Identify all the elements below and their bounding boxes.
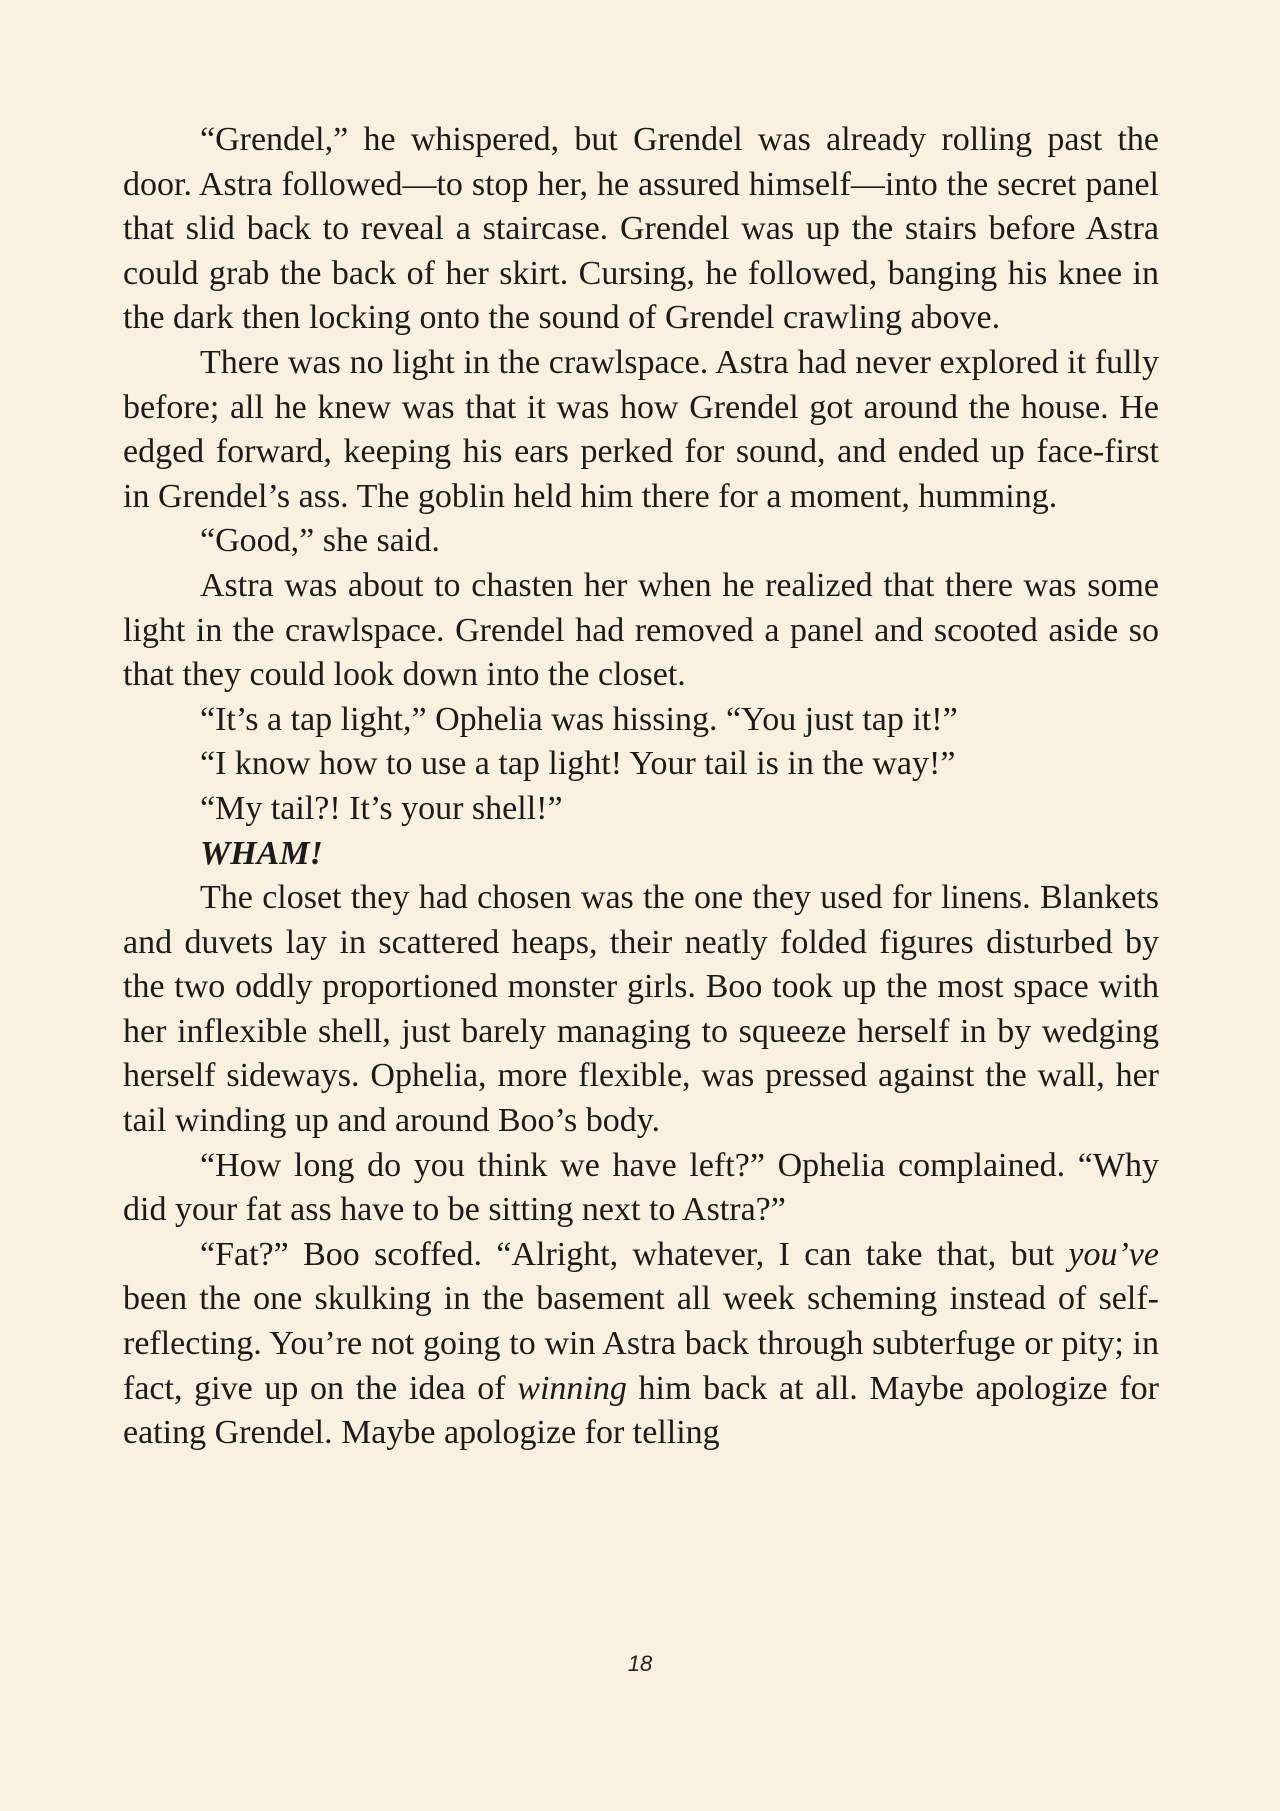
text-run: him back at all. Maybe apologize for eating Grendel. Maybe apologize for telling xyxy=(123,1369,1159,1452)
paragraph: “It’s a tap light,” Ophelia was hissing. “You just tap it!” xyxy=(200,700,958,738)
paragraph: “Grendel,” he whispered, but Grendel was already rolling past the door. Astra followed—to stop her, he assured himself—into the secret panel that slid back to reveal a staircase. Grendel was up the stairs before Astra could grab the back of her skirt. Cursing, he followed, banging his knee in the dark then locking onto the sound of Grendel crawling above. xyxy=(123,121,1159,337)
paragraph: Astra was about to chasten her when he realized that there was some light in the crawlspace. Grendel had removed a panel and scooted aside so that they could look down into the closet. xyxy=(123,566,1159,694)
italic-text: winning xyxy=(517,1369,627,1407)
body-text xyxy=(123,118,1159,1456)
paragraph: There was no light in the crawlspace. Astra had never explored it fully before; all he knew was that it was how Grendel got around the house. He edged forward, keeping his ears perked for sound, and ended up face-first in Grendel’s ass. The goblin held him there for a moment, humming. xyxy=(123,343,1159,515)
paragraph: “I know how to use a tap light! Your tail is in the way!” xyxy=(200,745,956,783)
paragraph: The closet they had chosen was the one they used for linens. Blankets and duvets lay in scattered heaps, their neatly folded figures disturbed by the two oddly proportioned monster girls. Boo took up the most space with her inflexible shell, just barely managing to squeeze herself in by wedging herself sideways. Ophelia, more flexible, was pressed against the wall, her tail winding up and around Boo’s body. xyxy=(123,879,1159,1140)
sound-effect-paragraph xyxy=(123,832,1159,877)
italic-text: you’ve xyxy=(1068,1235,1159,1273)
paragraph: “Good,” she said. xyxy=(200,522,440,560)
text-run: “Fat?” Boo scoffed. “Alright, whatever, I can take that, but xyxy=(200,1235,1069,1273)
sound-effect: WHAM! xyxy=(200,834,323,872)
paragraph: “How long do you think we have left?” Ophelia complained. “Why did your fat ass have to be sitting next to Astra?” xyxy=(123,1146,1159,1229)
text-run: been the one skulking in the basement all week scheming instead of self-reflecting. You’re not going to win Astra back through subterfuge or pity; in fact, give up on the idea of xyxy=(123,1280,1159,1407)
last-paragraph xyxy=(123,1233,1159,1456)
page-number: 18 xyxy=(627,1651,653,1676)
paragraph: “My tail?! It’s your shell!” xyxy=(200,789,563,827)
